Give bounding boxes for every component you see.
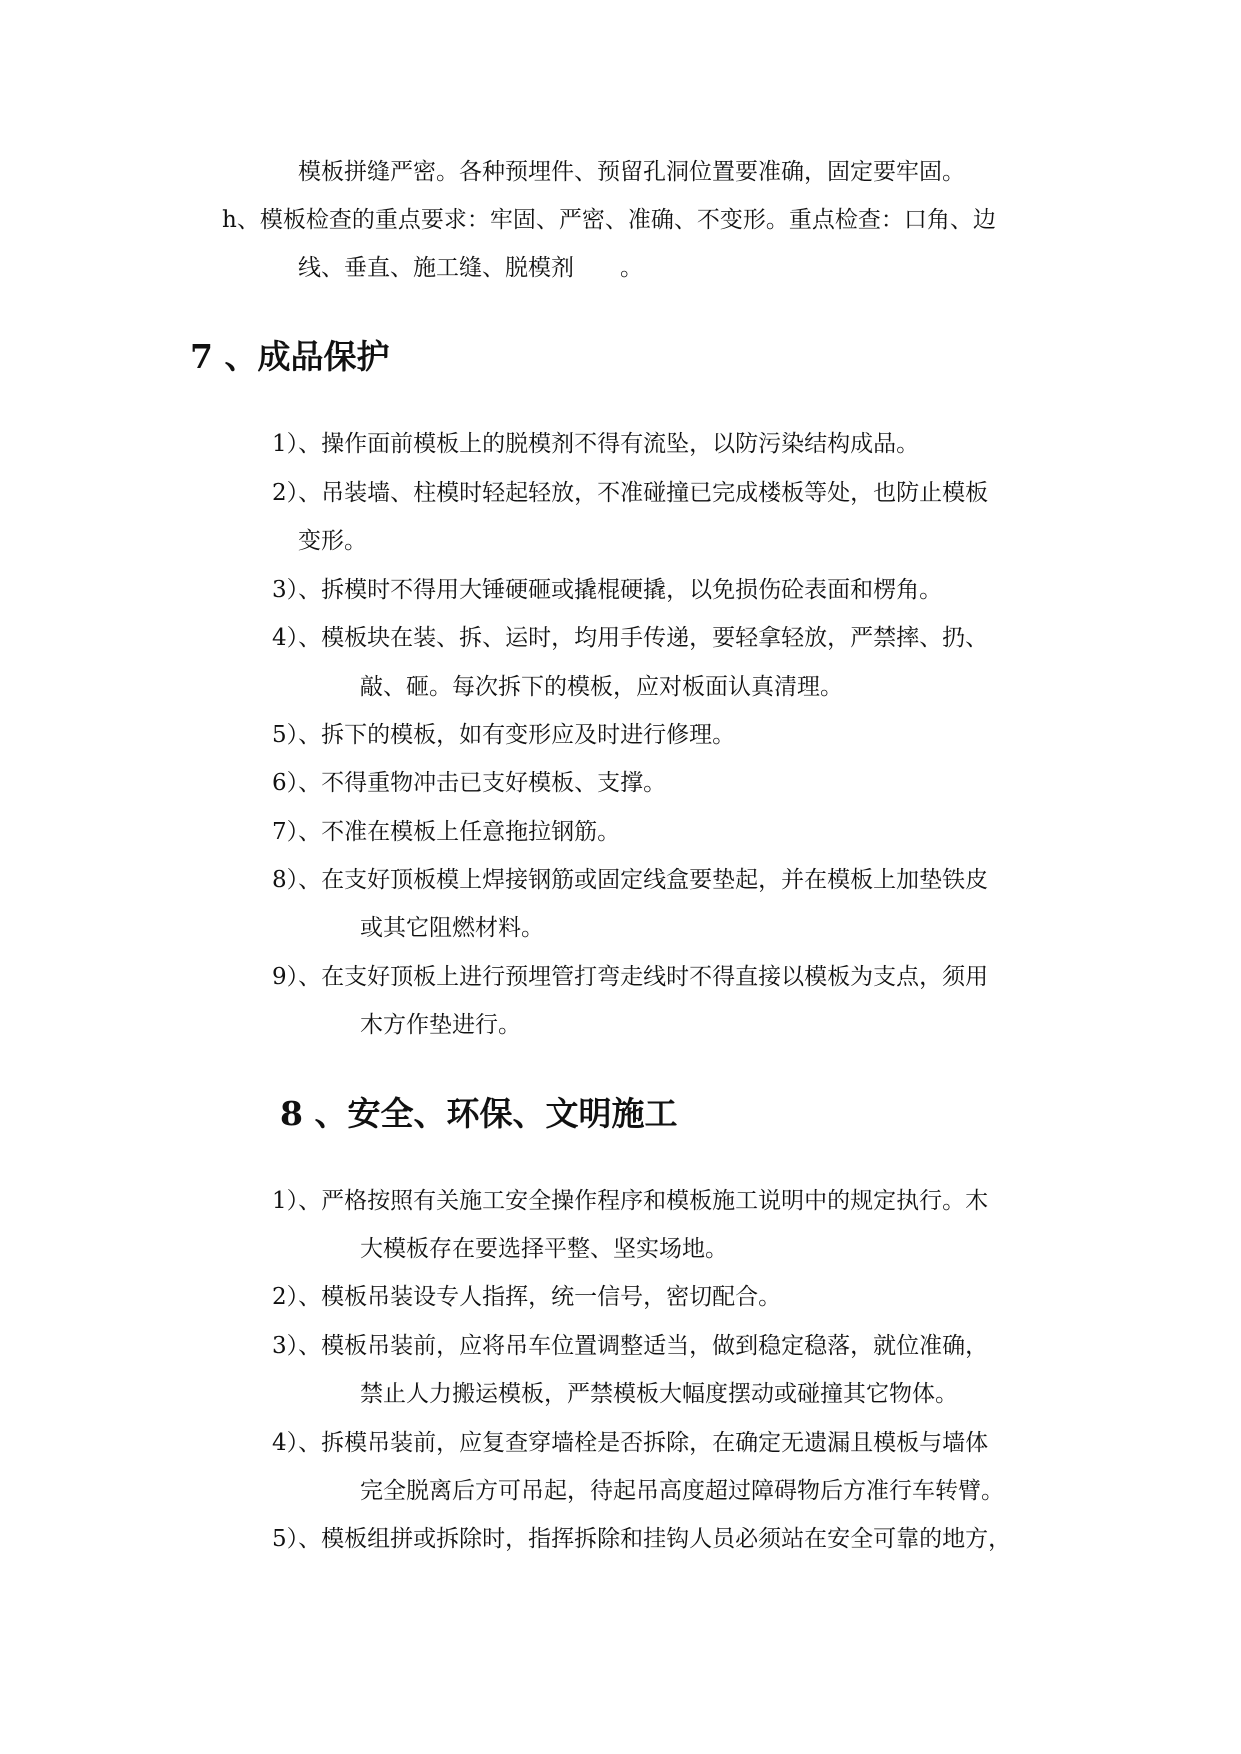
list-item: 2）、模板吊装设专人指挥，统一信号，密切配合。 (272, 1284, 782, 1310)
list-item-continuation: 完全脱离后方可吊起，待起吊高度超过障碍物后方准行车转臂。 (360, 1478, 1004, 1504)
list-item: 4）、拆模吊装前，应复查穿墙栓是否拆除，在确定无遗漏且模板与墙体 (272, 1430, 989, 1456)
list-item-continuation: 大模板存在要选择平整、坚实场地。 (360, 1236, 728, 1262)
list-item: 3）、拆模时不得用大锤硬砸或撬棍硬撬，以免损伤砼表面和楞角。 (272, 577, 943, 603)
list-item: 5）、模板组拼或拆除时，指挥拆除和挂钩人员必须站在安全可靠的地方， (272, 1526, 1012, 1552)
list-item: 1）、操作面前模板上的脱模剂不得有流坠，以防污染结构成品。 (272, 431, 920, 457)
list-item: 7）、不准在模板上任意拖拉钢筋。 (272, 819, 621, 845)
text-line: h、模板检查的重点要求：牢固、严密、准确、不变形。重点检查：口角、边 (222, 207, 996, 233)
list-item: 1）、严格按照有关施工安全操作程序和模板施工说明中的规定执行。木 (272, 1188, 989, 1214)
list-item-continuation: 或其它阻燃材料。 (360, 915, 544, 941)
list-item: 3）、模板吊装前，应将吊车位置调整适当，做到稳定稳落，就位准确， (272, 1333, 989, 1359)
list-item: 5）、拆下的模板，如有变形应及时进行修理。 (272, 722, 736, 748)
list-item: 4）、模板块在装、拆、运时，均用手传递，要轻拿轻放，严禁摔、扔、 (272, 625, 989, 651)
list-item: 9）、在支好顶板上进行预埋管打弯走线时不得直接以模板为支点，须用 (272, 964, 989, 990)
list-item-continuation: 禁止人力搬运模板，严禁模板大幅度摆动或碰撞其它物体。 (360, 1381, 958, 1407)
text-line: 模板拼缝严密。各种预埋件、预留孔洞位置要准确，固定要牢固。 (298, 159, 965, 185)
list-item: 2）、吊装墙、柱模时轻起轻放，不准碰撞已完成楼板等处，也防止模板 (272, 480, 989, 506)
list-item: 8）、在支好顶板模上焊接钢筋或固定线盒要垫起，并在模板上加垫铁皮 (272, 867, 989, 893)
list-item: 6）、不得重物冲击已支好模板、支撑。 (272, 770, 667, 796)
section-heading: 8 、安全、环保、文明施工 (280, 1094, 678, 1133)
list-item-continuation: 敲、砸。每次拆下的模板，应对板面认真清理。 (360, 674, 843, 700)
text-line: 线、垂直、施工缝、脱模剂 。 (298, 255, 643, 281)
list-item-continuation: 木方作垫进行。 (360, 1012, 521, 1038)
section-heading: 7 、成品保护 (190, 337, 390, 376)
list-item-continuation: 变形。 (298, 528, 367, 554)
